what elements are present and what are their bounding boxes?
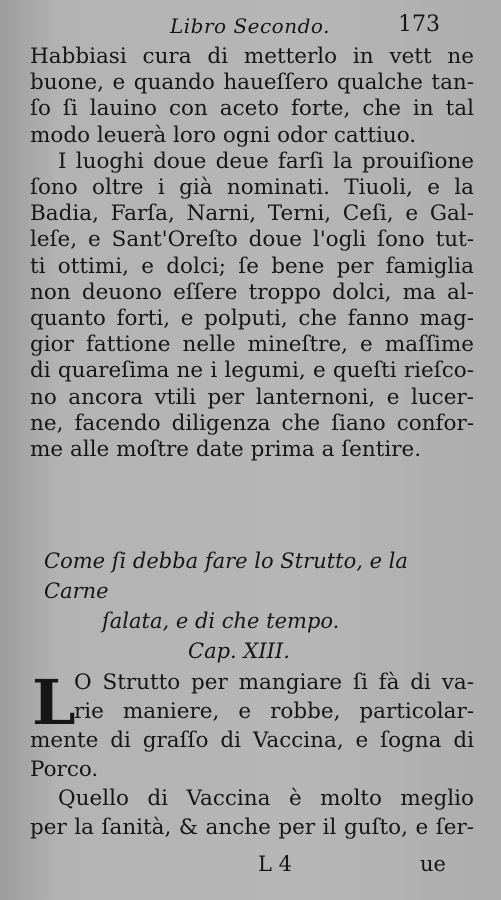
main-text xyxy=(30,44,474,463)
text-line: Porco. xyxy=(30,757,99,782)
text-line: non deuono eſſere troppo dolci, ma al- xyxy=(30,279,474,305)
text-line: quanto forti, e polputi, che fanno mag- xyxy=(30,306,474,332)
chapter-heading xyxy=(30,546,470,666)
text-line: no ancora vtili per lanternoni, e lucer- xyxy=(30,384,474,410)
chapter-number: Cap. XIII. xyxy=(188,639,290,663)
text-line: rie maniere, e robbe, particolar- xyxy=(74,699,474,724)
drop-cap: L xyxy=(32,666,76,739)
text-line: gior fattione nelle mineſtre, e maſſime xyxy=(30,332,474,358)
text-line: me alle moſtre date prima a ſentire. xyxy=(30,437,422,463)
text-line: O Strutto per mangiare ſi fà di va- xyxy=(74,670,474,695)
text-line: leſe, e Sant'Oreſto doue l'ogli ſono tut- xyxy=(30,227,474,253)
paragraph-2 xyxy=(30,149,474,463)
text-line: di quareſima ne i legumi, e queſti rieſco- xyxy=(30,358,474,384)
page-footer xyxy=(0,852,501,882)
text-line: modo leuerà loro ogni odor cattiuo. xyxy=(30,122,417,148)
text-line: I luoghi doue deue farſi la prouiſione xyxy=(58,148,474,174)
page-number: 173 xyxy=(398,12,440,37)
text-line: ne, facendo diligenza che ſiano confor- xyxy=(30,410,474,436)
paragraph-3 xyxy=(30,668,474,784)
signature-mark: L 4 xyxy=(258,852,292,876)
chapter-body xyxy=(30,668,474,842)
chapter-title-line: Come ſi debba fare lo Strutto, e la Carne xyxy=(44,549,408,603)
text-line: Badia, Farſa, Narni, Terni, Ceſi, e Gal- xyxy=(30,201,474,227)
running-title: Libro Secondo. xyxy=(170,14,330,38)
text-line: ti ottimi, e dolci; ſe bene per famiglia xyxy=(30,253,474,279)
text-line: ſo ſi lauino con aceto forte, che in tal xyxy=(30,96,474,122)
chapter-title-line: ſalata, e di che tempo. xyxy=(102,609,340,633)
paragraph-4 xyxy=(30,784,474,842)
text-line: buone, e quando haueſſero qualche tan- xyxy=(30,70,474,96)
text-line: ſono oltre i già nominati. Tiuoli, e la xyxy=(30,175,474,201)
text-line: Habbiasi cura di metterlo in vett ne xyxy=(30,44,474,69)
text-line: mente di graſſo di Vaccina, e ſogna di xyxy=(30,728,474,753)
paragraph-1 xyxy=(30,44,474,149)
page-header xyxy=(0,6,501,42)
text-line: Quello di Vaccina è molto meglio xyxy=(58,786,474,811)
text-line: per la ſanità, & anche per il guſto, e ſer- xyxy=(30,815,474,840)
catchword: ue xyxy=(420,852,446,876)
